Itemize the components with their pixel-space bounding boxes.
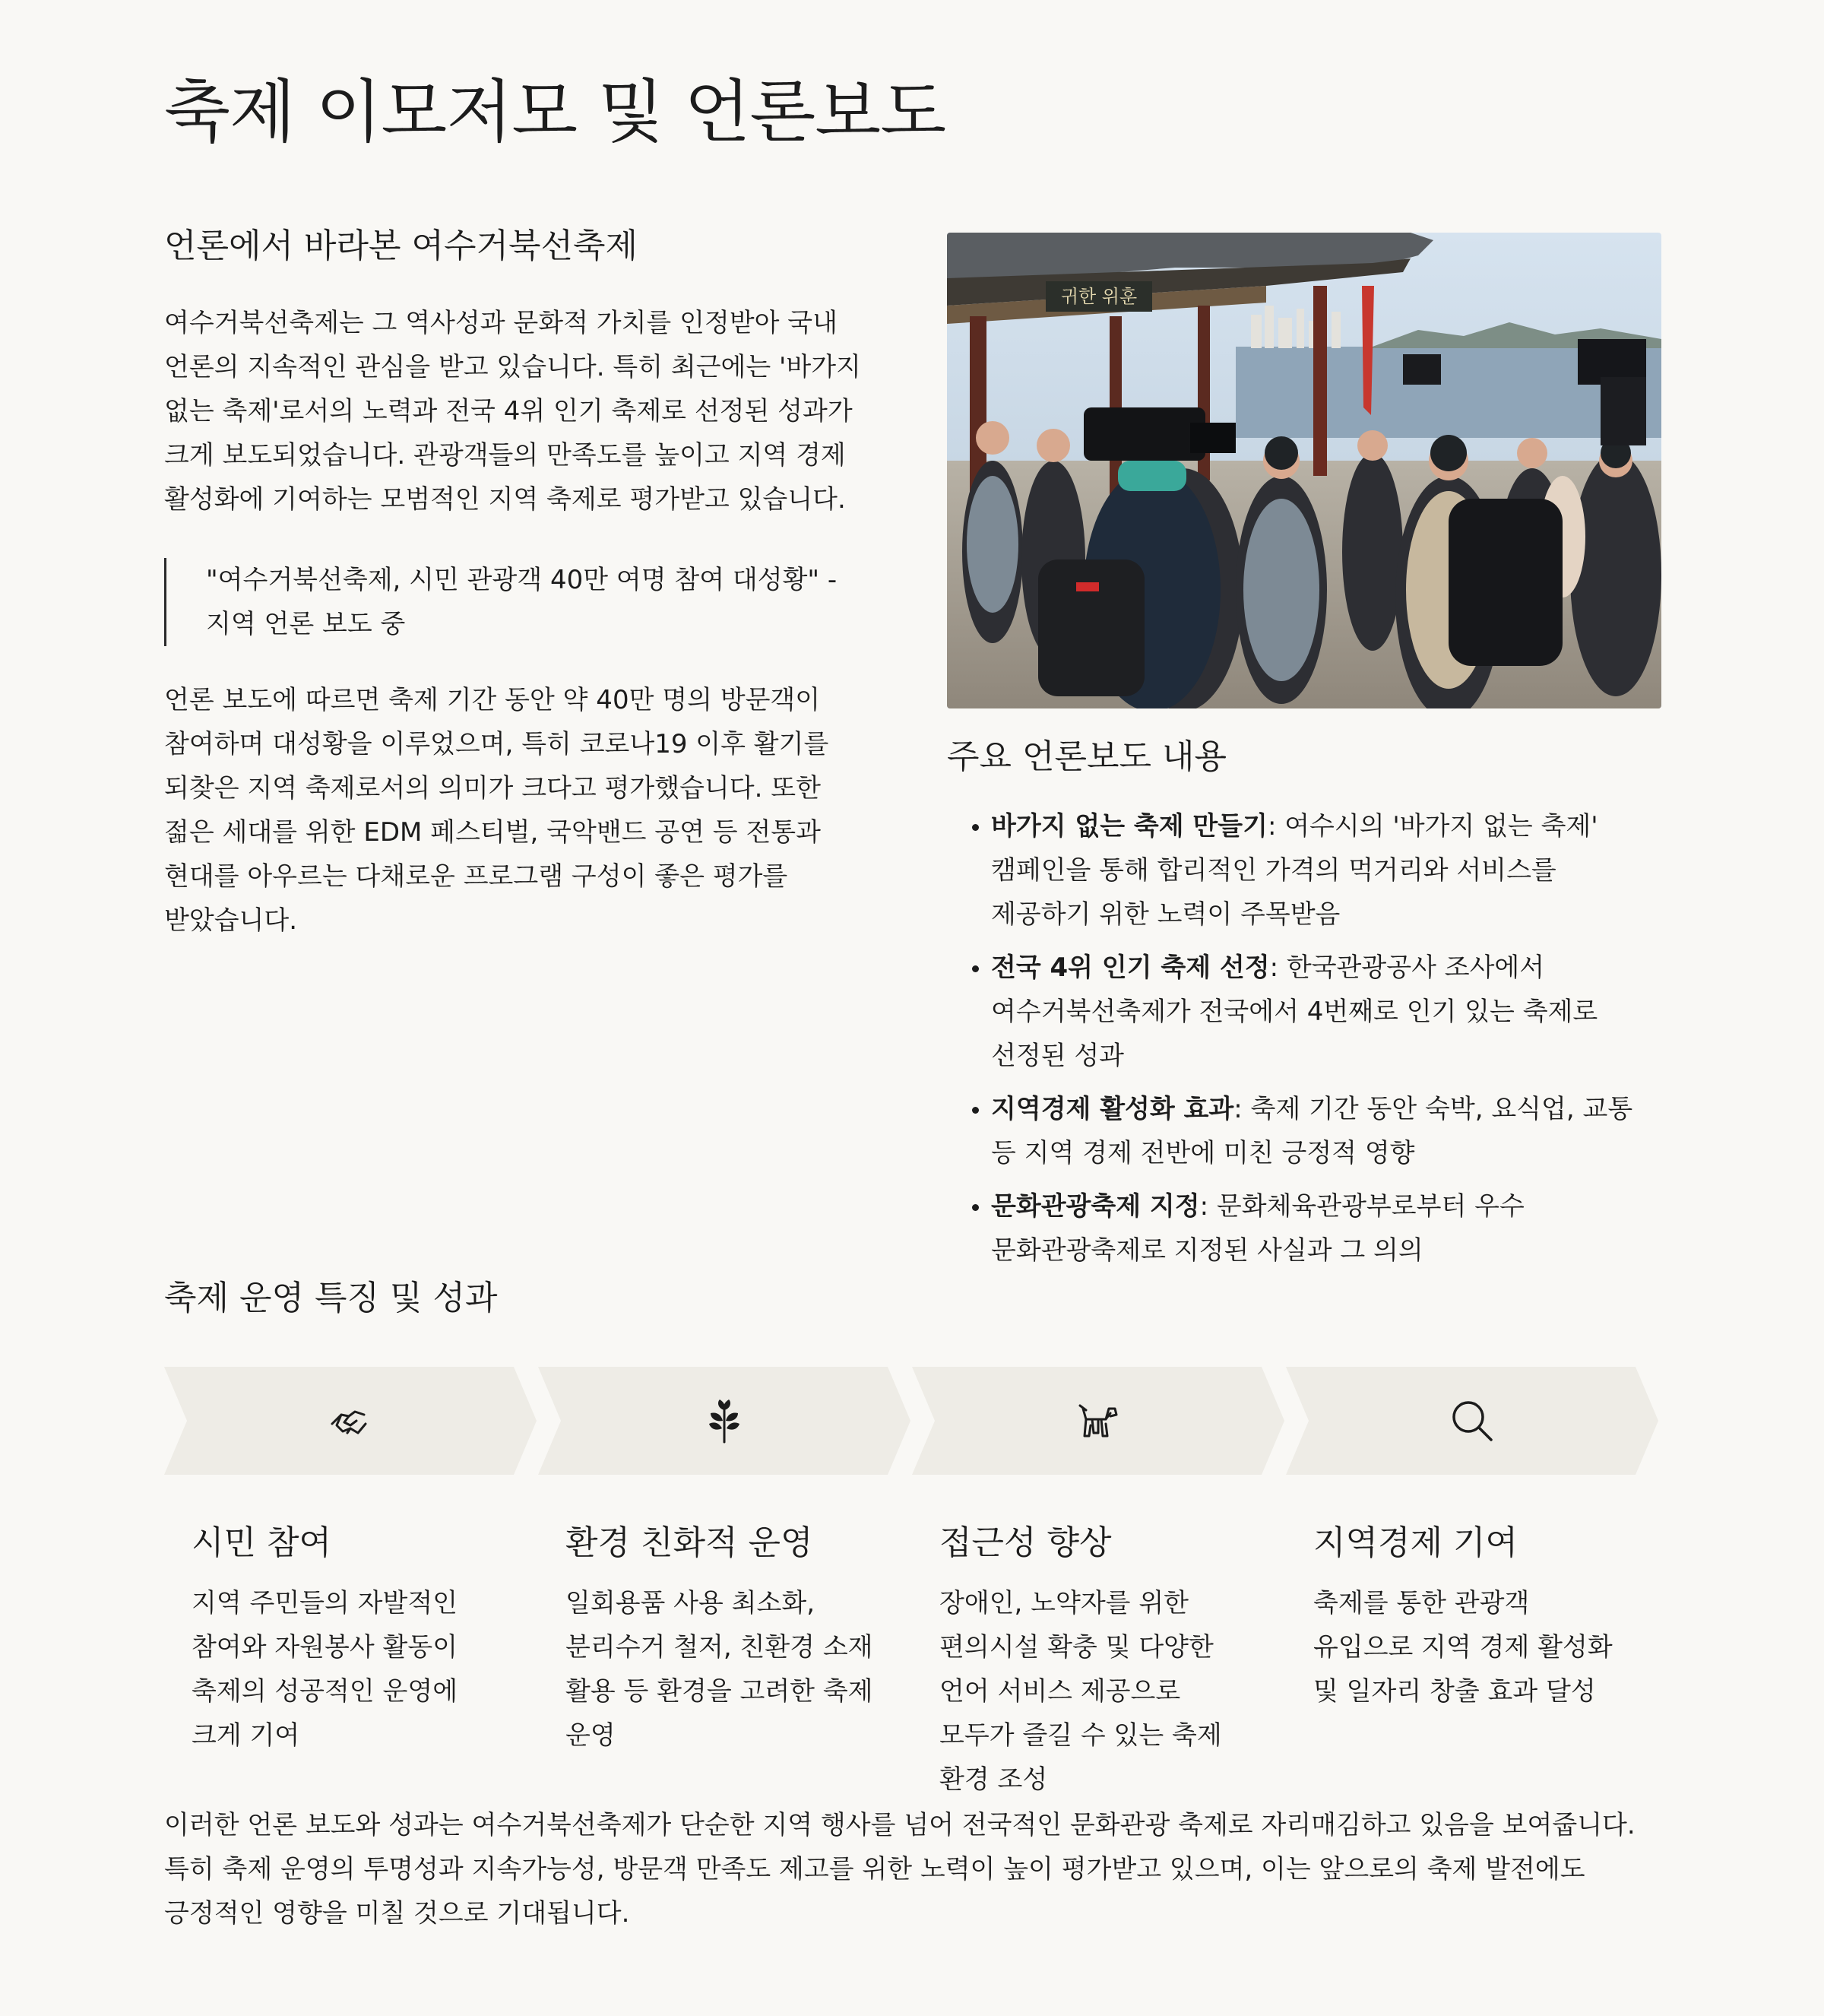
festival-press-photo (947, 233, 1661, 708)
coverage-item-text: : 한국관광공사 조사에서 여수거북선축제가 전국에서 4번째로 인기 있는 축제로 선정된 성과 (991, 953, 1598, 1071)
step-title: 접근성 향상 (939, 1523, 1112, 1562)
operation-steps (164, 1367, 1660, 1795)
sprout-icon (701, 1398, 747, 1444)
step-text: 일회용품 사용 최소화, 분리수거 철저, 친환경 소재 활용 등 환경을 고려한 축제 운영 (565, 1588, 873, 1751)
coverage-item-text: : 여수시의 '바가지 없는 축제' 캠페인을 통해 합리적인 가격의 먹거리와 서비스를 제공하기 위한 노력이 주목받음 (991, 811, 1598, 930)
step-title: 시민 참여 (192, 1523, 332, 1562)
media-intro: 여수거북선축제는 그 역사성과 문화적 가치를 인정받아 국내 언론의 지속적인 관심을 받고 있습니다. 특히 최근에는 '바가지 없는 축제'로서의 노력과 전국 4위 인기 축제로 선정된 성과가 크게 보도되었습니다. 관광객들의 만족도를 높이고 지역 경제 활성화에 기여하는 모범적인 지역 축제로 평가받고 있습니다. (164, 308, 861, 515)
search-icon (1449, 1397, 1496, 1444)
coverage-list (947, 804, 1661, 1273)
press-photo-illustration (947, 233, 1661, 708)
step-title: 지역경제 기여 (1313, 1523, 1518, 1562)
guide-dog-icon (1075, 1398, 1121, 1444)
step-text: 축제를 통한 관광객 유입으로 지역 경제 활성화 및 일자리 창출 효과 달성 (1313, 1588, 1613, 1707)
pavilion-sign-text: 귀한 위훈 (1060, 286, 1138, 307)
coverage-section (947, 233, 1661, 1282)
coverage-item (991, 1184, 1661, 1273)
media-section (164, 222, 879, 943)
operation-section (164, 1274, 1660, 1795)
coverage-item-label: 전국 4위 인기 축제 선정 (991, 953, 1270, 983)
coverage-item-label: 지역경제 활성화 효과 (991, 1094, 1234, 1124)
coverage-item (991, 946, 1661, 1078)
coverage-item-text: : 문화체육관광부로부터 우수 문화관광축제로 지정된 사실과 그 의의 (991, 1191, 1525, 1266)
media-quote: "여수거북선축제, 시민 관광객 40만 여명 참여 대성황" - 지역 언론 보도 중 (164, 558, 879, 646)
coverage-item (991, 1087, 1661, 1175)
step-title: 환경 친화적 운영 (565, 1523, 813, 1562)
coverage-item-label: 바가지 없는 축제 만들기 (991, 811, 1268, 842)
handshake-icon (328, 1398, 373, 1444)
media-detail: 언론 보도에 따르면 축제 기간 동안 약 40만 명의 방문객이 참여하며 대성황을 이루었으며, 특히 코로나19 이후 활기를 되찾은 지역 축제로서의 의미가 크다고 평가했습니다. 또한 젊은 세대를 위한 EDM 페스티벌, 국악밴드 공연 등 전통과 현대를 아우르는 다채로운 프로그램 구성이 좋은 평가를 받았습니다. (164, 685, 829, 936)
conclusion-paragraph: 이러한 언론 보도와 성과는 여수거북선축제가 단순한 지역 행사를 넘어 전국적인 문화관광 축제로 자리매김하고 있음을 보여줍니다. 특히 축제 운영의 투명성과 지속가능성, 방문객 만족도 제고를 위한 노력이 높이 평가받고 있으며, 이는 앞으로의 축제 발전에도 긍정적인 영향을 미칠 것으로 기대됩니다. (164, 1810, 1636, 1929)
media-heading: 언론에서 바라본 여수거북선축제 (164, 227, 638, 265)
step-text: 장애인, 노약자를 위한 편의시설 확충 및 다양한 언어 서비스 제공으로 모두가 즐길 수 있는 축제 환경 조성 (939, 1588, 1222, 1795)
coverage-item-label: 문화관광축제 지정 (991, 1191, 1200, 1222)
coverage-item (991, 804, 1661, 937)
operation-heading: 축제 운영 특징 및 성과 (164, 1279, 498, 1317)
page-title: 축제 이모저모 및 언론보도 (164, 72, 946, 152)
coverage-item-text: : 축제 기간 동안 숙박, 요식업, 교통 등 지역 경제 전반에 미친 긍정적 영향 (991, 1094, 1633, 1168)
step-text: 지역 주민들의 자발적인 참여와 자원봉사 활동이 축제의 성공적인 운영에 크게 기여 (192, 1588, 458, 1751)
coverage-heading: 주요 언론보도 내용 (947, 737, 1227, 776)
